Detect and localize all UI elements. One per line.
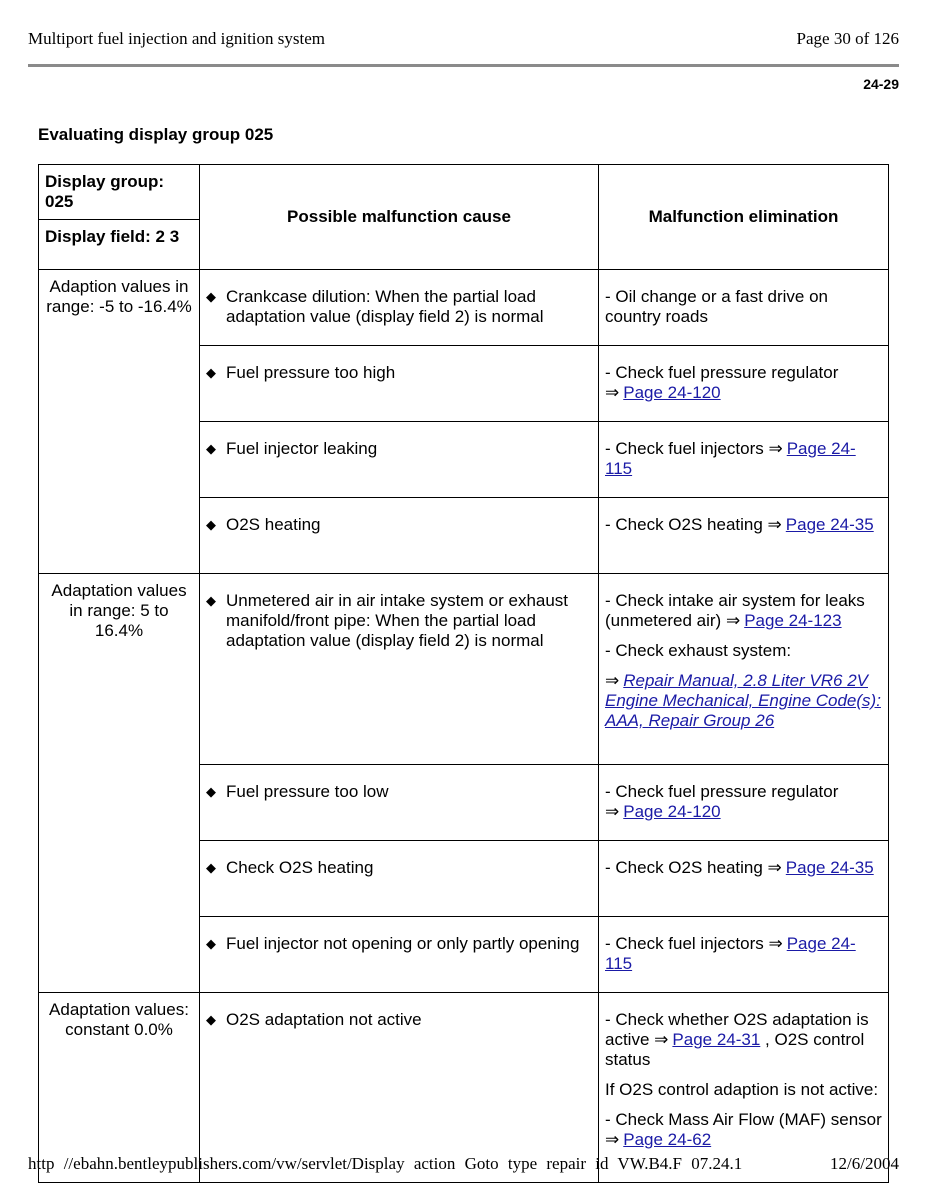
page-link[interactable]: Page 24-123: [744, 611, 842, 630]
fix-text: - Oil change or a fast drive on country roads: [605, 287, 829, 326]
fix-text: - Check fuel injectors: [605, 934, 764, 953]
page-indicator: Page 30 of 126: [796, 29, 899, 48]
diamond-bullet-icon: ◆: [206, 593, 216, 608]
header-display-group: Display group: 025: [39, 165, 200, 220]
cause-cell: [200, 346, 599, 422]
page-link[interactable]: Page 24-35: [785, 515, 874, 534]
page-link[interactable]: Page 24-31: [672, 1030, 761, 1049]
diamond-bullet-icon: ◆: [206, 1012, 216, 1027]
diamond-bullet-icon: ◆: [206, 441, 216, 456]
fix-cell: [599, 346, 889, 422]
fix-text: - Check exhaust system:: [605, 641, 792, 660]
table-row: [39, 270, 889, 346]
fix-cell: [599, 270, 889, 346]
fix-text: - Check fuel pressure regulator: [605, 363, 839, 382]
fix-line: [605, 934, 882, 974]
cause-cell: [200, 765, 599, 841]
fix-text: - Check O2S heating: [605, 515, 763, 534]
fix-cell: [599, 574, 889, 765]
condition-cell: Adaptation values: constant 0.0%: [39, 993, 200, 1183]
section-title: Evaluating display group 025: [38, 125, 274, 144]
cause-text: O2S heating: [226, 515, 321, 534]
double-arrow-icon: ⇒: [768, 934, 783, 953]
header-cause: Possible malfunction cause: [200, 165, 599, 270]
fix-cell: [599, 765, 889, 841]
cause-cell: [200, 498, 599, 574]
fix-line: [605, 858, 882, 878]
cause-text: Fuel injector not opening or only partly opening: [226, 934, 580, 953]
cause-cell: [200, 270, 599, 346]
cause-text: Crankcase dilution: When the partial load adaptation value (display field 2) is normal: [226, 287, 544, 326]
header-fix: Malfunction elimination: [599, 165, 889, 270]
diamond-bullet-icon: ◆: [206, 289, 216, 304]
display-group-table: [38, 164, 889, 1183]
page-link[interactable]: Page 24-115: [605, 934, 856, 973]
cause-cell: [200, 841, 599, 917]
page-code: 24-29: [863, 76, 899, 92]
page-link[interactable]: Page 24-115: [605, 439, 856, 478]
page-link[interactable]: Page 24-35: [785, 858, 874, 877]
double-arrow-icon: ⇒: [725, 611, 741, 630]
fix-text: - Check intake air system for leaks (unmetered air): [605, 591, 865, 630]
page-link[interactable]: Page 24-120: [623, 383, 721, 402]
double-arrow-icon: ⇒: [767, 858, 782, 877]
header-divider: [28, 64, 899, 67]
cause-cell: [200, 574, 599, 765]
double-arrow-icon: ⇒: [605, 383, 620, 402]
cause-text: Unmetered air in air intake system or exhaust manifold/front pipe: When the partial load adaptation value (display field 2) is normal: [226, 591, 569, 650]
diamond-bullet-icon: ◆: [206, 784, 216, 799]
fix-line: [605, 515, 882, 535]
cause-cell: [200, 422, 599, 498]
cause-text: Check O2S heating: [226, 858, 374, 877]
fix-line: [605, 1110, 882, 1150]
fix-cell: [599, 917, 889, 993]
fix-line: [605, 782, 882, 822]
page-link[interactable]: Page 24-120: [623, 802, 721, 821]
header-display-field: Display field: 2 3: [39, 220, 200, 270]
fix-text: If O2S control adaption is not active:: [605, 1080, 879, 1099]
cause-text: Fuel injector leaking: [226, 439, 378, 458]
fix-text-after: , O2S control status: [605, 1030, 865, 1069]
double-arrow-icon: ⇒: [654, 1030, 669, 1049]
double-arrow-icon: ⇒: [767, 515, 782, 534]
fix-text: - Check fuel injectors: [605, 439, 764, 458]
cause-text: O2S adaptation not active: [226, 1010, 422, 1029]
fix-text: - Check fuel pressure regulator: [605, 782, 839, 801]
fix-text: - Check O2S heating: [605, 858, 763, 877]
table-row: [39, 574, 889, 765]
fix-line: [605, 287, 882, 327]
fix-line: [605, 1080, 882, 1100]
cause-text: Fuel pressure too high: [226, 363, 396, 382]
document-title: Multiport fuel injection and ignition system: [28, 29, 325, 48]
diamond-bullet-icon: ◆: [206, 860, 216, 875]
cause-cell: [200, 917, 599, 993]
diamond-bullet-icon: ◆: [206, 517, 216, 532]
fix-line: [605, 439, 882, 479]
fix-cell: [599, 498, 889, 574]
fix-line: [605, 671, 882, 731]
fix-line: [605, 591, 882, 631]
condition-cell: Adaptation values in range: 5 to 16.4%: [39, 574, 200, 993]
double-arrow-icon: ⇒: [768, 439, 783, 458]
fix-line: [605, 363, 882, 403]
fix-text: - Check Mass Air Flow (MAF) sensor: [605, 1110, 882, 1129]
fix-line: [605, 641, 882, 661]
page-link[interactable]: Repair Manual, 2.8 Liter VR6 2V Engine Mechanical, Engine Code(s): AAA, Repair Group 26: [605, 671, 881, 730]
footer-url: http //ebahn.bentleypublishers.com/vw/servlet/Display action Goto type repair id VW.B4.F 07.24.1: [28, 1154, 743, 1173]
cause-text: Fuel pressure too low: [226, 782, 389, 801]
footer-date: 12/6/2004: [830, 1154, 899, 1173]
double-arrow-icon: ⇒: [605, 802, 620, 821]
page-link[interactable]: Page 24-62: [623, 1130, 712, 1149]
double-arrow-icon: ⇒: [605, 1130, 620, 1149]
diamond-bullet-icon: ◆: [206, 365, 216, 380]
fix-text: - Check whether O2S adaptation is active: [605, 1010, 869, 1049]
fix-line: [605, 1010, 882, 1070]
condition-cell: Adaption values in range: -5 to -16.4%: [39, 270, 200, 574]
fix-cell: [599, 841, 889, 917]
fix-cell: [599, 422, 889, 498]
double-arrow-icon: ⇒: [605, 671, 620, 690]
diamond-bullet-icon: ◆: [206, 936, 216, 951]
